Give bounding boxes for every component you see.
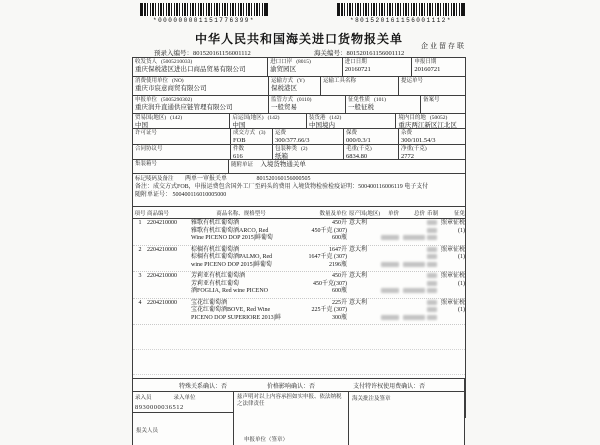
package-type-label: 包装种类: [275, 146, 298, 152]
gross-weight-label: 毛重(千克): [346, 146, 372, 152]
departure-country-value: 中国: [232, 122, 246, 128]
entry-unit-label: 录入单位: [173, 395, 196, 401]
packages-value: 616: [233, 153, 243, 159]
attached-docs-value: 入境货物通关单: [260, 161, 306, 168]
trade-country-label: 贸易国(地区): [135, 115, 167, 121]
levy-nature-value: 一般征税: [348, 104, 374, 111]
redacted-currency: [427, 315, 437, 320]
row-agent: 申报单位 (5005290302) 重庆润升直通供应链管理有限公司 监管方式 (0110) 一般贸易 征免性质 (101) 一般征税 备案号: [133, 96, 465, 114]
transport-mode-value: 保税港区: [271, 85, 297, 92]
barcode-right-number: *801520161156001112*: [349, 17, 452, 24]
redacted-unit-price: [381, 235, 399, 240]
redacted-total-price: [403, 262, 425, 267]
royalty-label: 支付特许权使用费确认：: [353, 383, 420, 390]
col-item-no: 项号: [134, 211, 146, 217]
declaration-cell: [234, 392, 349, 445]
col-qty-unit: 数量及单位: [319, 211, 347, 217]
marks-doc: 两单一审报关单: [185, 176, 228, 182]
goods-row-4: 4 2204210000 宝花红葡萄酒 225升 意大利 照章征税 宝花红葡萄酒BOVE, Red Wine 225千克 (307) (1) PICENO DOP SUPERIORE 2013|鲜 300瓶: [133, 299, 465, 326]
contract-no-label: 合同协议号: [135, 146, 163, 152]
transport-mode-label: 运输方式: [271, 78, 294, 84]
terms-value: FOB: [233, 137, 246, 144]
empty-goods-line: [133, 325, 465, 350]
redacted-unit-price: [381, 262, 399, 267]
special-relation-value: 否: [221, 383, 228, 390]
marks-note2: 随附单证号： 500400116010005000: [135, 192, 227, 198]
license-label: 许可证号: [135, 130, 158, 136]
redacted-currency: [427, 307, 437, 312]
preentry-number: 801520161156001112: [193, 50, 251, 57]
terms-label: 成交方式: [233, 130, 256, 136]
trade-country-value: 中国: [135, 122, 148, 128]
redacted-total-price: [403, 288, 425, 293]
price-influence-value: 否: [309, 383, 316, 390]
declare-unit-seal-label: 申报单位（签章）: [244, 437, 289, 443]
customs-note-label: 海关批注及签章: [352, 396, 391, 402]
entry-clerk-label: 录入员: [135, 395, 152, 401]
record-no-label: 备案号: [423, 97, 440, 103]
preentry-label: 预录入编号：: [154, 50, 193, 57]
declare-date-value: 20160721: [414, 66, 441, 73]
import-date-value: 20160721: [344, 66, 371, 73]
barcode-left-bars: [140, 3, 268, 16]
departure-country-label: 启运国(地区): [232, 115, 264, 121]
signature-table: [132, 391, 465, 445]
redacted-unit-price: [381, 315, 399, 320]
attached-docs-label: 随附单证: [231, 162, 254, 168]
main-table: [132, 57, 466, 418]
gross-weight-value: 6834.80: [346, 153, 368, 159]
import-date-label: 进口日期: [344, 59, 367, 65]
import-port-label: 进口口岸: [270, 59, 293, 65]
price-influence-label: 价格影响确认：: [267, 383, 310, 390]
col-commodity-code: 商品编号: [147, 211, 170, 217]
loading-port-value: 中国境内: [308, 122, 335, 128]
row-consignee: 收发货人 (5005210033) 重庆保税港区进出口商品贸易有限公司 进口口岸 (8015) 渝贸园区 进口日期 20160721 申报日期 20160721: [133, 58, 465, 77]
levy-nature-label: 征免性质: [348, 97, 371, 103]
col-origin: 原产国(地区): [349, 211, 381, 217]
consumer-value: 重庆市宸意商贸有限公司: [135, 85, 207, 92]
barcode-left-number: *000000001151776399*: [152, 17, 255, 24]
redacted-currency: [427, 281, 437, 286]
redacted-total-price: [403, 235, 425, 240]
col-duty: 征免: [453, 211, 465, 217]
loading-port-label: 装货港: [308, 115, 326, 121]
trade-mode-value: 一般贸易: [271, 104, 297, 111]
redacted-currency: [427, 262, 437, 267]
redacted-currency: [427, 254, 437, 259]
confirmation-strip: [132, 378, 465, 392]
customs-note-cell: [349, 392, 464, 445]
vehicle-name-label: 运输工具名称: [323, 78, 357, 84]
row-consumer: 消费使用单位 (NO) 重庆市宸意商贸有限公司 运输方式 (Y) 保税港区 运输工具名称 提运单号: [133, 77, 465, 96]
marks-notes: [133, 174, 465, 207]
redacted-currency: [427, 288, 437, 293]
marks-doc-no: 801520160156000505: [256, 176, 311, 182]
insurance-value: 000/0.3/1: [346, 137, 371, 144]
declare-date-label: 申报日期: [414, 59, 437, 65]
goods-row-1: 1 2204210000 雅歌有机红葡萄酒 450升 意大利 照章征税 雅歌有机红葡萄酒ARCO, Red 450千克 (307) (1) Wine PICENO DOP 2015|鲜葡萄 600瓶: [133, 219, 465, 246]
redacted-currency: [427, 300, 437, 305]
misc-fee-value: 300/101.54/3: [401, 137, 436, 144]
freight-value: 300/377.66/3: [275, 137, 310, 144]
marks-label: 标记唛码及备注: [135, 176, 174, 182]
customs-number: 801520161156001112: [346, 50, 405, 57]
redacted-total-price: [403, 315, 425, 320]
goods-row-2: 2 2204210000 棕榈有机红葡萄酒 1647升 意大利 照章征税 棕榈有机红葡萄酒PALMO, Red 1647千克 (307) (1) wine PICENO DOP 2015|鲜葡萄 2196瓶: [133, 246, 465, 273]
net-weight-value: 2772: [401, 153, 414, 159]
goods-row-3: 3 2204210000 芳莉亚有机红葡萄酒 450升 意大利 照章征税 芳莉亚有机红葡萄 450千克(307) (1) 酒FOGLIA, Red wine PICENO 600瓶: [133, 272, 465, 299]
package-type-value: 纸箱: [275, 153, 288, 159]
col-unit-price: 单价: [387, 211, 399, 217]
col-total-price: 总价: [413, 211, 425, 217]
packages-label: 件数: [233, 146, 245, 152]
destination-label: 境内目的地: [398, 115, 426, 121]
net-weight-label: 净重(千克): [401, 146, 427, 152]
freight-label: 运费: [275, 130, 287, 136]
redacted-currency: [427, 235, 437, 240]
barcode-left: [140, 3, 268, 24]
entry-box: [133, 392, 233, 413]
row-fees: 许可证号 成交方式 (3) FOB 运费 300/377.66/3 保费 000/0.3/1 杂费 300/101.54/3: [133, 129, 465, 145]
form-title: 中华人民共和国海关进口货物报关单: [194, 32, 403, 46]
agent-label: 申报单位: [135, 97, 158, 103]
agent-value: 重庆润升直通供应链管理有限公司: [135, 104, 233, 111]
import-port-value: 渝贸园区: [270, 66, 297, 73]
copy-label: 企业留存联: [421, 42, 466, 50]
redacted-currency: [427, 228, 437, 233]
declaration-text: 兹声明对以上内容承担如实申报、依法纳税之法律责任: [237, 394, 342, 407]
entry-unit-number: 8930000036512: [135, 404, 184, 411]
row-weights: 合同协议号 件数 616 包装种类 (2) 纸箱 毛重(千克) 6834.80 净重(千克) 2772: [133, 145, 465, 160]
redacted-currency: [427, 273, 437, 278]
royalty-value: 否: [419, 383, 426, 390]
col-name-spec: 商品名称、规格型号: [216, 211, 266, 217]
consumer-label: 消费使用单位: [135, 78, 169, 84]
destination-value: 重庆两江新区江北区: [398, 122, 457, 128]
trade-mode-label: 监管方式: [271, 97, 294, 103]
goods-header: [133, 207, 465, 219]
insurance-label: 保费: [346, 130, 358, 136]
special-relation-label: 特殊关系确认：: [179, 383, 222, 390]
customs-no-label: 海关编号：: [314, 50, 347, 57]
container-no-label: 集装箱号: [135, 161, 158, 167]
col-currency: 币制: [427, 211, 439, 217]
empty-goods-line: [133, 350, 465, 375]
redacted-currency: [427, 247, 437, 252]
barcode-right: [337, 3, 465, 24]
misc-fee-label: 杂费: [401, 130, 413, 136]
entry-cell: [133, 392, 234, 445]
consignee-label: 收发货人: [135, 59, 158, 65]
declarant-label: 报关人员: [136, 428, 159, 434]
redacted-currency: [427, 220, 437, 225]
bill-no-label: 提运单号: [401, 78, 424, 84]
consignee-value: 重庆保税港区进出口商品贸易有限公司: [135, 66, 246, 73]
redacted-unit-price: [381, 288, 399, 293]
row-countries: 贸易国(地区) (142) 中国 启运国(地区) (142) 中国 装货港 (142) 中国境内 境内目的地 (50052) 重庆两江新区江北区: [133, 114, 465, 129]
row-container: [133, 160, 465, 174]
marks-note: 备注：成交方式FOB，申报运费包含国外工厂至码头的费用 入境货物检验检疫证明：500400116006119 电子支付: [135, 184, 429, 190]
barcode-right-bars: [337, 3, 465, 16]
